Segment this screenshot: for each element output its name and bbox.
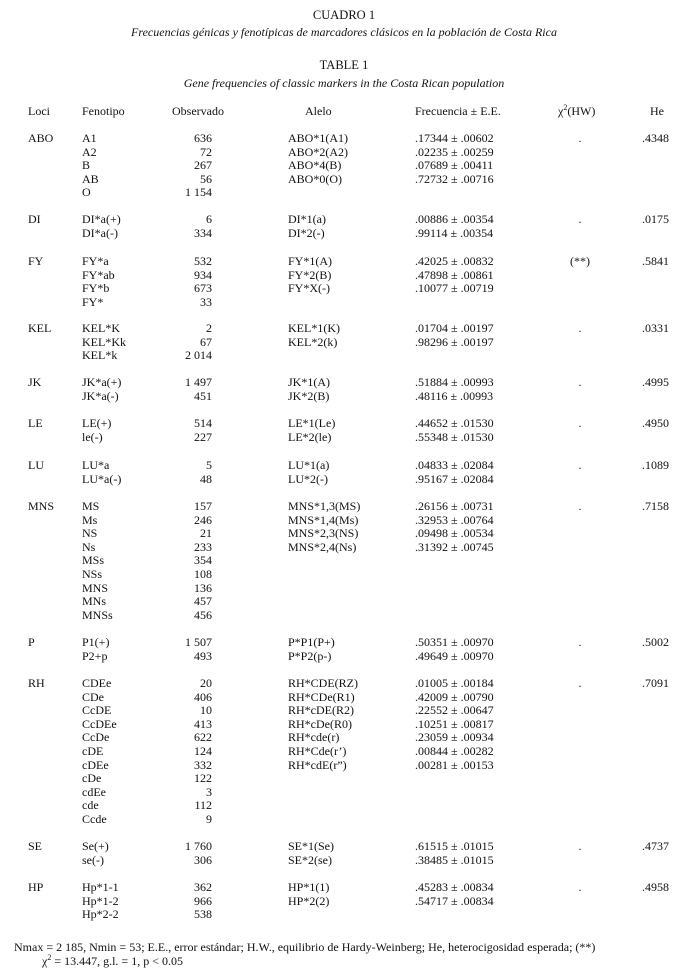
cuadro-title: CUADRO 1 — [312, 8, 376, 22]
phenotype: MNs — [82, 594, 107, 609]
phenotype: Ns — [82, 539, 96, 554]
observed-count: 1 760 — [185, 839, 212, 853]
expected-heterozygosity: .4950 — [642, 416, 669, 430]
frequency: .54717 ± .00834 — [415, 893, 494, 908]
allele: LE*2(le) — [288, 429, 332, 444]
phenotype: CDe — [82, 689, 104, 704]
allele: P*P1(P+) — [288, 635, 335, 649]
phenotype: FY*ab — [82, 267, 115, 282]
observed-count: 1 154 — [185, 185, 212, 200]
observed-count: 227 — [194, 429, 212, 444]
footnote-line-2 — [14, 954, 684, 968]
phenotype: cde — [82, 798, 99, 813]
observed-count: 673 — [194, 281, 212, 296]
allele: JK*2(B) — [288, 388, 330, 403]
frequency: .23059 ± .00934 — [415, 730, 494, 745]
footnote-chi-sup: 2 — [47, 953, 52, 962]
observed-count: 56 — [200, 171, 212, 186]
locus-label: KEL — [28, 321, 52, 335]
chi2-hw: . — [578, 458, 582, 472]
allele: RH*cde(r) — [288, 730, 340, 745]
phenotype: DI*a(+) — [82, 212, 121, 226]
phenotype: Hp*1-1 — [82, 880, 119, 894]
phenotype: Hp*1-2 — [82, 893, 119, 908]
observed-count: 124 — [194, 744, 212, 758]
observed-count: 636 — [194, 131, 212, 145]
chi-symbol: χ — [558, 104, 564, 118]
observed-count: 1 497 — [185, 375, 212, 389]
header-chi2 — [558, 103, 595, 119]
frequency: .26156 ± .00731 — [415, 499, 494, 513]
allele: LU*1(a) — [288, 458, 330, 472]
cuadro-subtitle: Frecuencias génicas y fenotípicas de marcadores clásicos en la población de Costa Rica — [131, 25, 557, 39]
observed-count: 72 — [200, 144, 212, 159]
frequency: .17344 ± .00602 — [415, 131, 494, 145]
allele: ABO*4(B) — [288, 158, 342, 173]
locus-label: SE — [28, 839, 43, 853]
phenotype: CcDe — [82, 730, 110, 745]
frequency: .10077 ± .00719 — [415, 281, 494, 296]
frequency: .00844 ± .00282 — [415, 744, 494, 758]
chi2-hw: . — [578, 321, 582, 335]
observed-count: 33 — [200, 294, 212, 309]
phenotype: FY*b — [82, 281, 110, 296]
frequency: .01005 ± .00184 — [415, 676, 494, 690]
phenotype: MS — [82, 499, 100, 513]
frequency: .49649 ± .00970 — [415, 648, 494, 663]
header-loci: Loci — [28, 104, 50, 118]
observed-count: 10 — [200, 703, 212, 718]
frequency: .10251 ± .00817 — [415, 716, 494, 731]
allele: RH*cDe(R0) — [288, 716, 352, 731]
phenotype: Ms — [82, 512, 98, 527]
frequency: .72732 ± .00716 — [415, 171, 494, 186]
frequency: .44652 ± .01530 — [415, 416, 494, 430]
allele: SE*1(Se) — [288, 839, 334, 853]
phenotype: cDe — [82, 771, 102, 786]
locus-label: ABO — [28, 131, 54, 145]
observed-count: 67 — [200, 334, 212, 349]
observed-count: 136 — [194, 580, 212, 595]
chi2-hw: . — [578, 676, 582, 690]
allele: RH*cDE(R2) — [288, 703, 354, 718]
observed-count: 21 — [200, 526, 212, 541]
allele: FY*X(-) — [288, 281, 330, 296]
allele: DI*1(a) — [288, 212, 326, 226]
allele: P*P2(p-) — [288, 648, 332, 663]
phenotype: A2 — [82, 144, 97, 159]
phenotype: NS — [82, 526, 98, 541]
expected-heterozygosity: .5002 — [642, 635, 669, 649]
frequency: .51884 ± .00993 — [415, 375, 494, 389]
observed-count: 966 — [194, 893, 212, 908]
header-observado: Observado — [172, 104, 224, 118]
frequency: .00281 ± .00153 — [415, 757, 494, 772]
frequency: .00886 ± .00354 — [415, 212, 494, 226]
allele: MNS*2,4(Ns) — [288, 539, 357, 554]
phenotype: KEL*K — [82, 321, 120, 335]
allele: ABO*2(A2) — [288, 144, 348, 159]
observed-count: 493 — [194, 648, 212, 663]
observed-count: 334 — [194, 225, 212, 240]
phenotype: FY* — [82, 294, 104, 309]
phenotype: P2+p — [82, 648, 108, 663]
allele: HP*1(1) — [288, 880, 330, 894]
phenotype: CcDE — [82, 703, 112, 718]
phenotype: CDEe — [82, 676, 112, 690]
expected-heterozygosity: .0175 — [642, 212, 669, 226]
observed-count: 9 — [206, 812, 212, 826]
observed-count: 538 — [194, 907, 212, 922]
frequency: .48116 ± .00993 — [415, 388, 494, 403]
observed-count: 6 — [206, 212, 212, 226]
frequency: .32953 ± .00764 — [415, 512, 494, 527]
expected-heterozygosity: .5841 — [642, 254, 669, 268]
chi2-hw: . — [578, 635, 582, 649]
observed-count: 457 — [194, 594, 212, 609]
frequency: .47898 ± .00861 — [415, 267, 494, 282]
phenotype: B — [82, 158, 91, 173]
observed-count: 1 507 — [185, 635, 212, 649]
observed-count: 112 — [194, 798, 212, 813]
locus-label: DI — [28, 212, 41, 226]
frequency: .42025 ± .00832 — [415, 254, 494, 268]
observed-count: 3 — [206, 784, 212, 799]
phenotype: A1 — [82, 131, 97, 145]
frequency: .99114 ± .00354 — [415, 225, 494, 240]
observed-count: 362 — [194, 880, 212, 894]
observed-count: 622 — [194, 730, 212, 745]
frequency: .07689 ± .00411 — [415, 158, 494, 173]
phenotype: cDE — [82, 744, 104, 758]
allele: KEL*2(k) — [288, 334, 338, 349]
frequency: .01704 ± .00197 — [415, 321, 494, 335]
locus-label: JK — [28, 375, 42, 389]
phenotype: Hp*2-2 — [82, 907, 119, 922]
footnote-stats: = 13.447, g.l. = 1, p < 0.05 — [51, 954, 183, 968]
observed-count: 354 — [194, 553, 212, 568]
frequency: .61515 ± .01015 — [415, 839, 494, 853]
expected-heterozygosity: .7091 — [642, 676, 669, 690]
observed-count: 48 — [200, 471, 212, 486]
phenotype: JK*a(+) — [82, 375, 122, 389]
header-fenotipo: Fenotipo — [82, 104, 125, 118]
frequency: .22552 ± .00647 — [415, 703, 494, 718]
allele: SE*2(se) — [288, 852, 332, 867]
observed-count: 157 — [194, 499, 212, 513]
footnote-line-1: Nmax = 2 185, Nmin = 53; E.E., error estándar; H.W., equilibrio de Hardy-Weinberg; He, heterocigosidad esperada; (**) — [14, 940, 596, 954]
observed-count: 246 — [194, 512, 212, 527]
chi-tail: (HW) — [567, 104, 596, 118]
phenotype: DI*a(-) — [82, 225, 118, 240]
observed-count: 332 — [194, 757, 212, 772]
frequency: .50351 ± .00970 — [415, 635, 494, 649]
phenotype: KEL*Kk — [82, 334, 126, 349]
observed-count: 306 — [194, 852, 212, 867]
phenotype: FY*a — [82, 254, 109, 268]
table-subtitle: Gene frequencies of classic markers in the Costa Rican population — [183, 76, 505, 90]
chi2-hw: . — [578, 131, 582, 145]
phenotype: cdEe — [82, 784, 106, 799]
frequency: .09498 ± .00534 — [415, 526, 494, 541]
allele: MNS*1,4(Ms) — [288, 512, 359, 527]
phenotype: se(-) — [82, 852, 104, 867]
expected-heterozygosity: .0331 — [642, 321, 669, 335]
observed-count: 2 — [206, 321, 212, 335]
locus-label: LU — [28, 458, 44, 472]
allele: ABO*1(A1) — [288, 131, 348, 145]
observed-count: 5 — [206, 458, 212, 472]
allele: RH*Cde(r’) — [288, 744, 347, 758]
expected-heterozygosity: .1089 — [642, 458, 669, 472]
frequency: .55348 ± .01530 — [415, 429, 494, 444]
frequency: .02235 ± .00259 — [415, 144, 494, 159]
allele: LU*2(-) — [288, 471, 328, 486]
locus-label: MNS — [28, 499, 55, 513]
observed-count: 532 — [194, 254, 212, 268]
locus-label: FY — [28, 254, 44, 268]
phenotype: KEL*k — [82, 348, 118, 363]
observed-count: 451 — [194, 388, 212, 403]
chi2-hw: (**) — [570, 254, 590, 268]
phenotype: O — [82, 185, 91, 200]
allele: RH*cdE(r”) — [288, 757, 347, 772]
expected-heterozygosity: .4958 — [642, 880, 669, 894]
chi2-hw: . — [578, 212, 582, 226]
header-he: He — [650, 104, 664, 118]
allele: ABO*0(O) — [288, 171, 342, 186]
chi2-hw: . — [578, 499, 582, 513]
frequency: .38485 ± .01015 — [415, 852, 494, 867]
observed-count: 122 — [194, 771, 212, 786]
observed-count: 2 014 — [185, 348, 212, 363]
allele: LE*1(Le) — [288, 416, 336, 430]
allele: RH*CDe(R1) — [288, 689, 355, 704]
phenotype: Se(+) — [82, 839, 109, 853]
phenotype: AB — [82, 171, 99, 186]
chi2-hw: . — [578, 416, 582, 430]
phenotype: LE(+) — [82, 416, 112, 430]
table-title: TABLE 1 — [319, 58, 369, 72]
chi2-hw: . — [578, 375, 582, 389]
observed-count: 267 — [194, 158, 212, 173]
phenotype: P1(+) — [82, 635, 110, 649]
allele: RH*CDE(RZ) — [288, 676, 358, 690]
footnote-chi: χ — [42, 954, 48, 968]
locus-label: RH — [28, 676, 45, 690]
phenotype: Ccde — [82, 812, 107, 826]
table-footnote — [14, 940, 684, 968]
observed-count: 20 — [200, 676, 212, 690]
expected-heterozygosity: .7158 — [642, 499, 669, 513]
observed-count: 406 — [194, 689, 212, 704]
phenotype: LU*a — [82, 458, 110, 472]
header-alelo: Alelo — [305, 104, 332, 118]
chi2-hw: . — [578, 880, 582, 894]
observed-count: 108 — [194, 567, 212, 581]
phenotype: NSs — [82, 567, 103, 581]
frequency: .42009 ± .00790 — [415, 689, 494, 704]
phenotype: MNS — [82, 580, 109, 595]
observed-count: 413 — [194, 716, 212, 731]
phenotype: MSs — [82, 553, 105, 568]
observed-count: 934 — [194, 267, 212, 282]
header-frecuencia: Frecuencia ± E.E. — [415, 104, 501, 118]
frequency: .45283 ± .00834 — [415, 880, 494, 894]
allele: DI*2(-) — [288, 225, 325, 240]
phenotype: le(-) — [82, 429, 103, 444]
allele: KEL*1(K) — [288, 321, 340, 335]
allele: FY*1(A) — [288, 254, 332, 268]
frequency: .31392 ± .00745 — [415, 539, 494, 554]
observed-count: 233 — [194, 539, 212, 554]
frequency: .95167 ± .02084 — [415, 471, 494, 486]
observed-count: 514 — [194, 416, 212, 430]
allele: MNS*1,3(MS) — [288, 499, 361, 513]
phenotype: cDEe — [82, 757, 109, 772]
expected-heterozygosity: .4348 — [642, 131, 669, 145]
chi2-hw: . — [578, 839, 582, 853]
observed-count: 456 — [194, 607, 212, 622]
allele: FY*2(B) — [288, 267, 332, 282]
expected-heterozygosity: .4995 — [642, 375, 669, 389]
allele: MNS*2,3(NS) — [288, 526, 359, 541]
phenotype: MNSs — [82, 607, 113, 622]
phenotype: LU*a(-) — [82, 471, 122, 486]
locus-label: LE — [28, 416, 43, 430]
chi-superscript: 2 — [563, 103, 568, 112]
expected-heterozygosity: .4737 — [642, 839, 669, 853]
locus-label: P — [28, 635, 35, 649]
phenotype: JK*a(-) — [82, 388, 119, 403]
frequency: .98296 ± .00197 — [415, 334, 494, 349]
locus-label: HP — [28, 880, 44, 894]
phenotype: CcDEe — [82, 716, 117, 731]
allele: HP*2(2) — [288, 893, 330, 908]
allele: JK*1(A) — [288, 375, 330, 389]
frequency: .04833 ± .02084 — [415, 458, 494, 472]
